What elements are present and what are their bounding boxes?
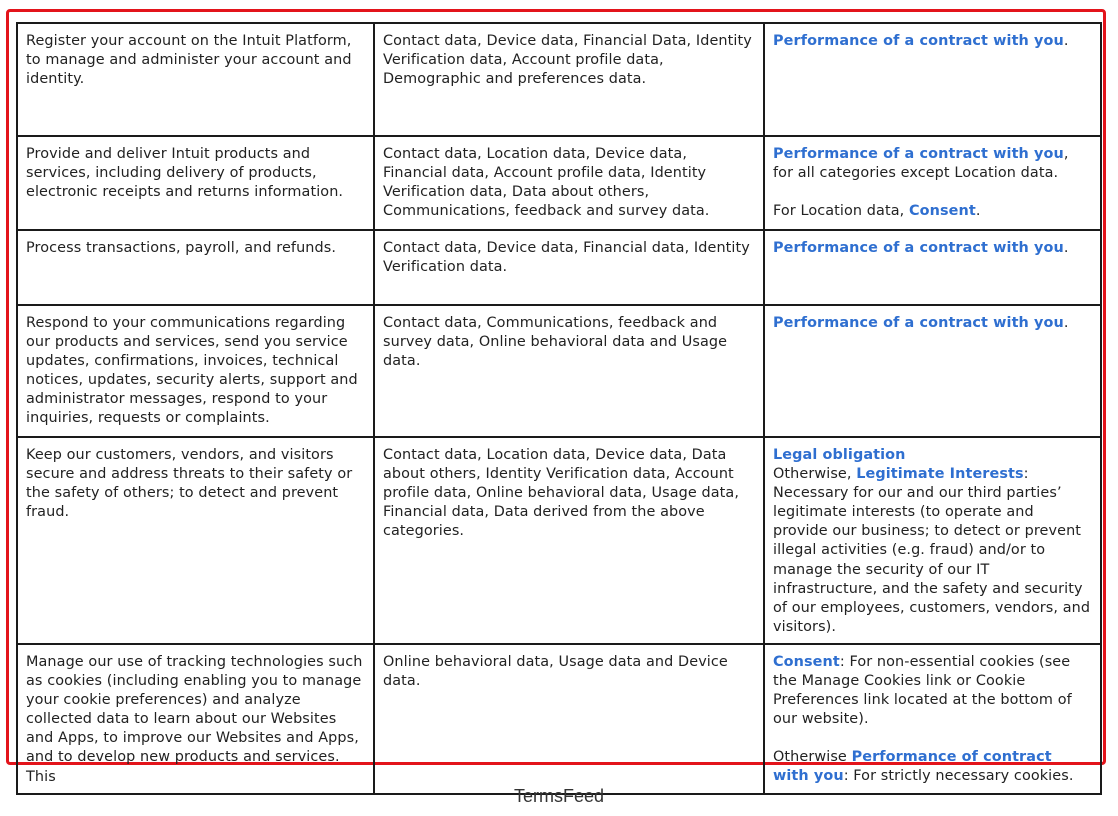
categories-text: Contact data, Device data, Financial Data, Identity Verification data, Account profile data, Demographic and preferences data. bbox=[383, 33, 752, 88]
legal-basis-cell bbox=[764, 230, 1101, 305]
categories-cell bbox=[374, 23, 764, 136]
legal-basis-link[interactable]: Performance of a contract with you bbox=[773, 33, 1064, 49]
table-row bbox=[17, 305, 1101, 437]
legal-basis-text: . bbox=[1063, 315, 1069, 331]
table-row bbox=[17, 437, 1101, 644]
legal-basis-text: For Location data, bbox=[773, 203, 909, 220]
legal-basis-link[interactable]: Performance of a contract with you bbox=[773, 146, 1064, 162]
purpose-cell bbox=[17, 305, 374, 437]
legal-basis-text: : For non-essential cookies (see the Manage Cookies link or Cookie Preferences link located at the bottom of our website). bbox=[773, 653, 1072, 728]
legal-basis-link[interactable]: Performance of a contract with you bbox=[773, 315, 1064, 331]
purpose-text: Keep our customers, vendors, and visitors secure and address threats to their safety or the safety of others; to detect and prevent fraud. bbox=[26, 447, 353, 521]
legal-basis-link[interactable]: Performance of a contract with you bbox=[773, 240, 1064, 256]
purpose-text: Register your account on the Intuit Platform, to manage and administer your account and identity. bbox=[26, 33, 352, 88]
categories-cell bbox=[374, 230, 764, 305]
categories-cell bbox=[374, 305, 764, 437]
legal-basis-text: . bbox=[1063, 33, 1069, 49]
legal-basis-text: . bbox=[1063, 240, 1069, 256]
purpose-text: Manage our use of tracking technologies such as cookies (including enabling you to manage your cookie preferences) and analyze collected data to learn about our Websites and Apps, to improve our Websites and Apps, and to develop new products and services. This bbox=[26, 653, 363, 785]
watermark-caption: TermsFeed bbox=[513, 786, 605, 806]
legal-basis-cell bbox=[764, 23, 1101, 136]
table-row bbox=[17, 136, 1101, 230]
categories-text: Online behavioral data, Usage data and Device data. bbox=[383, 653, 728, 690]
purpose-text: Respond to your communications regarding our products and services, send you service updates, confirmations, invoices, technical notices, updates, security alerts, support and administrator messages, respond to your inquiries, requests or complaints. bbox=[26, 315, 358, 427]
categories-text: Contact data, Device data, Financial data, Identity Verification data. bbox=[383, 240, 750, 276]
legal-obligation-link[interactable]: Legal obligation bbox=[773, 447, 906, 463]
legal-basis-text: : For strictly necessary cookies. bbox=[843, 768, 1074, 785]
legal-basis-cell bbox=[764, 644, 1101, 794]
legal-basis-text: Otherwise, bbox=[773, 466, 857, 483]
legal-basis-cell bbox=[764, 136, 1101, 230]
legal-basis-text: . bbox=[975, 203, 981, 220]
categories-cell bbox=[374, 437, 764, 644]
categories-text: Contact data, Communications, feedback and survey data, Online behavioral data and Usage data. bbox=[383, 315, 728, 370]
purpose-text: Process transactions, payroll, and refunds. bbox=[26, 240, 337, 256]
performance-of-contract-link[interactable]: Performance of contract with you bbox=[773, 749, 1052, 785]
purpose-cell bbox=[17, 230, 374, 305]
categories-text: Contact data, Location data, Device data, Financial data, Account profile data, Identity Verification data, Data about others, Communications, feedback and survey data. bbox=[383, 146, 710, 220]
legal-basis-text: Otherwise bbox=[773, 749, 852, 766]
table-row bbox=[17, 23, 1101, 136]
categories-cell bbox=[374, 644, 764, 794]
purpose-cell bbox=[17, 136, 374, 230]
legal-basis-cell bbox=[764, 437, 1101, 644]
purpose-cell bbox=[17, 644, 374, 794]
purpose-cell bbox=[17, 23, 374, 136]
legal-basis-text: , for all categories except Location data. bbox=[773, 146, 1069, 182]
legitimate-interests-link[interactable]: Legitimate Interests bbox=[856, 466, 1024, 483]
purpose-cell bbox=[17, 437, 374, 644]
consent-link[interactable]: Consent bbox=[908, 203, 976, 220]
categories-text: Contact data, Location data, Device data, Data about others, Identity Verification data, Account profile data, Online behavioral data, Usage data, Financial data, Data derived from the above categories. bbox=[383, 447, 740, 540]
data-processing-table bbox=[16, 22, 1102, 795]
purpose-text: Provide and deliver Intuit products and services, including delivery of products, electronic receipts and returns information. bbox=[26, 146, 344, 201]
table-row bbox=[17, 644, 1101, 794]
categories-cell bbox=[374, 136, 764, 230]
table-row bbox=[17, 230, 1101, 305]
consent-link[interactable]: Consent bbox=[773, 653, 840, 670]
legal-basis-cell bbox=[764, 305, 1101, 437]
legal-basis-text: : Necessary for our and our third parties’ legitimate interests (to operate and provide our business; to detect or prevent illegal activities (e.g. fraud) and/or to manage the security of our IT infrastructure, and the safety and security of our employees, customers, vendors, and visitors). bbox=[773, 466, 1091, 635]
